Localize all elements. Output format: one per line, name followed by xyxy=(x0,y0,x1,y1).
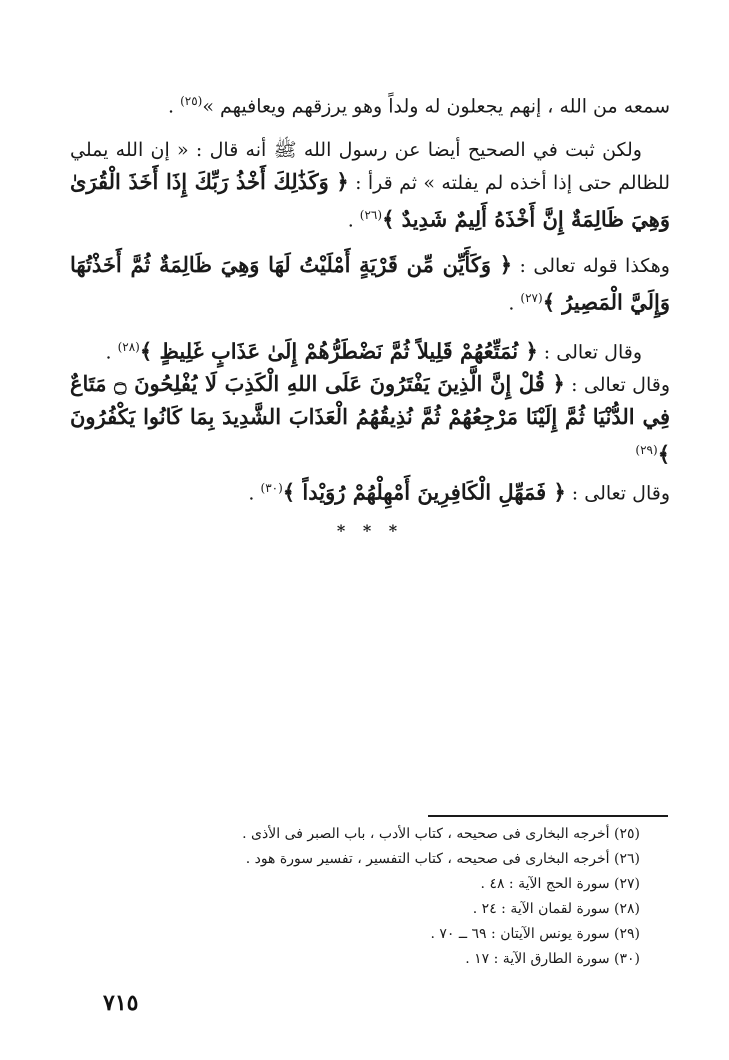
footnote-divider xyxy=(428,815,668,817)
page-body xyxy=(70,85,670,540)
footnote-30: (٣٠) سورة الطارق الآية : ١٧ . xyxy=(465,951,640,967)
footnote-25: (٢٥) أخرجه البخارى فى صحيحه ، كتاب الأدب ، باب الصبر فى الأذى . xyxy=(242,826,640,842)
paragraph-2-text: ولكن ثبت في الصحيح أيضا عن رسول الله ﷺ أنه قال : « إن الله يملي للظالم حتى إذا أخذه لم يفلته » ثم قرأ : xyxy=(70,139,670,195)
paragraph-3-end: . xyxy=(508,291,521,314)
footnote-ref-26[interactable]: (٢٦) xyxy=(359,208,383,223)
footnote-ref-28[interactable]: (٢٨) xyxy=(117,339,140,354)
paragraph-6 xyxy=(70,472,670,509)
paragraph-5-text: وقال تعالى : xyxy=(564,374,671,397)
footnotes xyxy=(60,822,640,972)
paragraph-6-end: . xyxy=(248,481,261,504)
quran-quote-hajj: ﴿ وَكَأَيِّن مِّن قَرْيَةٍ أَمْلَيْتُ لَهَا وَهِيَ ظَالِمَةٌ ثُمَّ أَخَذْتُهَا وَإِلَيَّ الْمَصِيرُ ﴾ xyxy=(70,251,670,314)
quran-quote-hud: ﴿ وَكَذَٰلِكَ أَخْذُ رَبِّكَ إِذَا أَخَذَ الْقُرَىٰ وَهِيَ ظَالِمَةٌ إِنَّ أَخْذَهُ أَلِيمٌ شَدِيدٌ ﴾ xyxy=(70,169,670,232)
quran-quote-luqman: ﴿ نُمَتِّعُهُمْ قَلِيلاً ثُمَّ نَضْطَرُّهُمْ إِلَىٰ عَذَابٍ غَلِيظٍ ﴾ xyxy=(139,338,538,364)
footnote-27: (٢٧) سورة الحج الآية : ٤٨ . xyxy=(480,876,640,892)
paragraph-2-end: . xyxy=(347,209,360,232)
paragraph-2 xyxy=(70,134,670,236)
section-separator: * * * xyxy=(336,520,404,540)
paragraph-4-end: . xyxy=(105,341,118,364)
footnote-ref-25[interactable]: (٢٥) xyxy=(180,94,203,108)
paragraph-1-end: . xyxy=(167,95,181,118)
paragraph-4 xyxy=(70,331,670,368)
quran-quote-yunus: ﴿ قُلْ إِنَّ الَّذِينَ يَفْتَرُونَ عَلَى اللهِ الْكَذِبَ لَا يُفْلِحُونَ ۝ مَتَاعٌ فِي الدُّنْيَا ثُمَّ إِلَيْنَا مَرْجِعُهُمْ ثُمَّ نُذِيقُهُمُ الْعَذَابَ الشَّدِيدَ بِمَا كَانُوا يَكْفُرُونَ ﴾ xyxy=(70,371,670,467)
paragraph-3-text: وهكذا قوله تعالى : xyxy=(512,254,670,277)
paragraph-5 xyxy=(70,368,670,471)
paragraph-1 xyxy=(70,85,670,122)
paragraph-1-text: سمعه من الله ، إنهم يجعلون له ولداً وهو يرزقهم ويعافيهم » xyxy=(202,95,670,118)
footnote-26: (٢٦) أخرجه البخارى فى صحيحه ، كتاب التفسير ، تفسير سورة هود . xyxy=(245,851,640,867)
footnote-ref-29[interactable]: (٢٩) xyxy=(635,443,658,458)
quran-quote-tariq: ﴿ فَمَهِّلِ الْكَافِرِينَ أَمْهِلْهُمْ رُوَيْداً ﴾ xyxy=(282,478,566,504)
footnote-ref-27[interactable]: (٢٧) xyxy=(520,290,543,305)
footnote-ref-30[interactable]: (٣٠) xyxy=(260,480,283,495)
page-number: ٧١٥ xyxy=(103,990,139,1016)
footnote-28: (٢٨) سورة لقمان الآية : ٢٤ . xyxy=(472,901,640,917)
paragraph-6-text: وقال تعالى : xyxy=(565,481,670,504)
footnote-29: (٢٩) سورة يونس الآيتان : ٦٩ ــ ٧٠ . xyxy=(430,926,640,942)
paragraph-3 xyxy=(70,249,670,319)
paragraph-4-text: وقال تعالى : xyxy=(537,341,642,364)
